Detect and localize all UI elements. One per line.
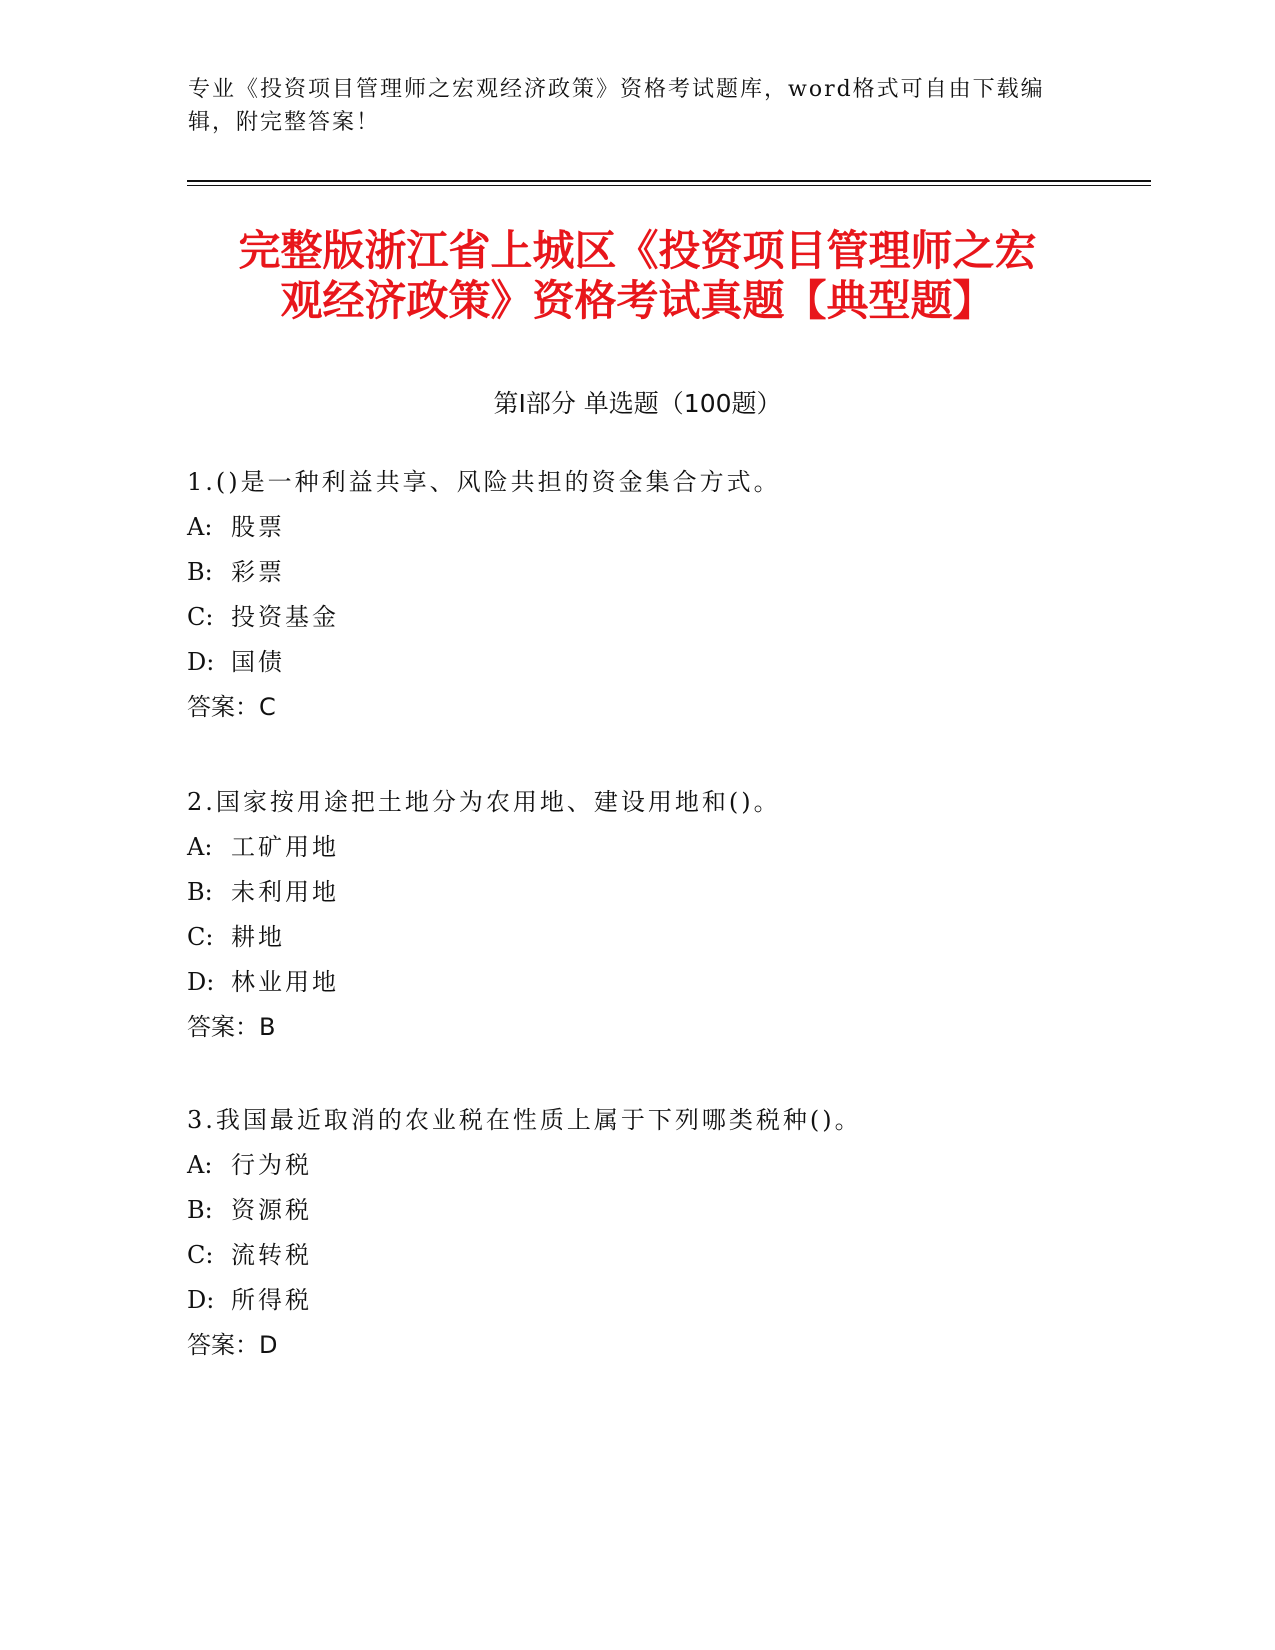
option-text: 投资基金 <box>231 603 339 631</box>
option-label: B: <box>187 1196 213 1224</box>
option <box>187 870 1087 915</box>
option-label: D: <box>187 968 215 996</box>
section-heading: 第Ⅰ部分 单选题（100题） <box>493 389 782 418</box>
option-label: D: <box>187 1286 215 1314</box>
option <box>187 595 1087 640</box>
option-text: 流转税 <box>231 1241 312 1269</box>
question-block <box>187 780 1087 1050</box>
option-text: 工矿用地 <box>231 833 339 861</box>
option <box>187 1278 1087 1323</box>
option-text: 所得税 <box>231 1286 312 1314</box>
option <box>187 550 1087 595</box>
answer-line: 答案：B <box>187 1013 276 1041</box>
option-text: 股票 <box>231 513 285 541</box>
option <box>187 960 1087 1005</box>
header-rule-thin <box>187 185 1151 186</box>
option-text: 未利用地 <box>231 878 339 906</box>
option <box>187 1188 1087 1233</box>
intro-text: 专业《投资项目管理师之宏观经济政策》资格考试题库，word格式可自由下载编辑，附完整答案！ <box>188 77 1045 135</box>
option-label: C: <box>187 1241 214 1269</box>
option-text: 林业用地 <box>231 968 339 996</box>
title-line-1: 完整版浙江省上城区《投资项目管理师之宏 <box>238 226 1037 275</box>
option-label: A: <box>187 833 213 861</box>
question-stem: 3.我国最近取消的农业税在性质上属于下列哪类税种()。 <box>187 1106 862 1134</box>
question-stem: 2.国家按用途把土地分为农用地、建设用地和()。 <box>187 788 781 816</box>
option-text: 行为税 <box>231 1151 312 1179</box>
option-text: 资源税 <box>231 1196 312 1224</box>
answer-line: 答案：C <box>187 693 276 721</box>
question-stem: 1.()是一种利益共享、风险共担的资金集合方式。 <box>187 468 781 496</box>
title-line-2: 观经济政策》资格考试真题【典型题】 <box>280 276 995 325</box>
option-text: 耕地 <box>231 923 285 951</box>
answer-line: 答案：D <box>187 1331 278 1359</box>
option-label: A: <box>187 1151 213 1179</box>
question-block <box>187 1098 1087 1368</box>
header-rule-thick <box>187 180 1151 182</box>
option <box>187 825 1087 870</box>
option-label: A: <box>187 513 213 541</box>
option-text: 彩票 <box>231 558 285 586</box>
option <box>187 505 1087 550</box>
option <box>187 915 1087 960</box>
option-label: C: <box>187 923 214 951</box>
option <box>187 1143 1087 1188</box>
option-label: D: <box>187 648 215 676</box>
option <box>187 640 1087 685</box>
option <box>187 1233 1087 1278</box>
option-label: B: <box>187 878 213 906</box>
option-label: C: <box>187 603 214 631</box>
option-label: B: <box>187 558 213 586</box>
option-text: 国债 <box>231 648 285 676</box>
document-title <box>150 226 1125 326</box>
question-block <box>187 460 1087 730</box>
